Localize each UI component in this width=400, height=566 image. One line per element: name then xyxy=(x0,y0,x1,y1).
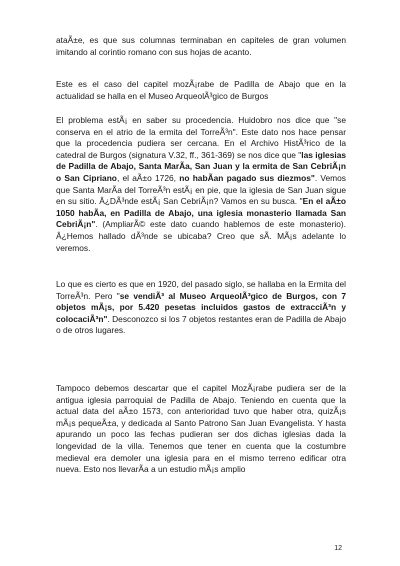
bold-quote-sale: se vendiÃ³ al Museo ArqueolÃ³gico de Burgos, con 7 objetos mÃ¡s, por 5.420 pesetas incluidos gastos de extracciÃ³n y colocaciÃ³n" xyxy=(56,290,346,324)
page-number: 12 xyxy=(334,545,342,552)
text-segment: . Vemos que Santa MarÃa del TorreÃ³n estÃ¡ en pie, que la iglesia de San Juan sigue en su sitio. Â¿DÃ³nde estÃ¡ San CebriÃ¡n? Vamos en su busca. " xyxy=(56,172,346,207)
bold-quote-churches: las iglesias de Padilla de Abajo, Santa MarÃa, San Juan y la ermita de San CebriÃ¡n o San Cipriano xyxy=(56,149,347,183)
paragraph-parish-church-hypothesis: Tampoco debemos descartar que el capitel MozÃ¡rabe pudiera ser de la antigua iglesia parroquial de Padilla de Abajo. Teniendo en cuenta que la actual data del aÃ±o 1573, con anterioridad tuvo que haber otra, quizÃ¡s mÃ¡s pequeÃ±a, y dedicada al Santo Patrono San Juan Evangelista. Y hasta apurando un poco las fechas pudieran ser dos dichas iglesias dada la longevidad de la villa. Tenemos que tener en cuenta que la costumbre medieval era demoler una iglesia para en el mismo terreno edificar otra nueva. Esto nos llevarÃa a un estudio mÃ¡s amplio xyxy=(56,383,346,475)
text-segment: Lo que es cierto es que en 1920, del pasado siglo, se hallaba en la Ermita del TorreÃ³n. Pero " xyxy=(56,279,346,301)
text-segment: . Desconozco si los 7 objetos restantes eran de Padilla de Abajo o de otros lugares. xyxy=(56,313,346,336)
bold-quote-tithes: no habÃan pagado sus diezmos" xyxy=(179,172,315,183)
paragraph-provenance-problem xyxy=(56,115,346,254)
text-segment: , el aÃ±o 1726, xyxy=(116,172,180,183)
text-segment: El problema estÃ¡ en saber su procedencia. Huidobro nos dice que "se conserva en el atrio de la ermita del TorreÃ³n". Este dato nos hace pensar que la procedencia pudiera ser cercana. En el Archivo HistÃ³rico de la catedral de Burgos (signatura V.32, ff., 361-369) se nos dice que " xyxy=(56,115,346,160)
paragraph-sale-to-museum xyxy=(56,279,346,337)
text-segment: . (AmpliarÃ© este dato cuando hablemos de este monasterio). Â¿Hemos hallado dÃ³nde se ubicaba? Creo que sÃ. MÃ¡s adelante lo veremos. xyxy=(56,219,346,253)
paragraph-mozarabic-capital: Este es el caso del capitel mozÃ¡rabe de Padilla de Abajo que en la actualidad se halla en el Museo ArqueolÃ³gico de Burgos xyxy=(56,79,346,101)
paragraph-acanthus-capitals: ataÃ±e, es que sus columnas terminaban en capiteles de gran volumen imitando al corintio romano con sus hojas de acanto. xyxy=(56,35,346,57)
bold-quote-monastery: En el aÃ±o 1050 habÃa, en Padilla de Abajo, una iglesia monasterio llamada San CebriÃ¡n" xyxy=(56,196,346,230)
